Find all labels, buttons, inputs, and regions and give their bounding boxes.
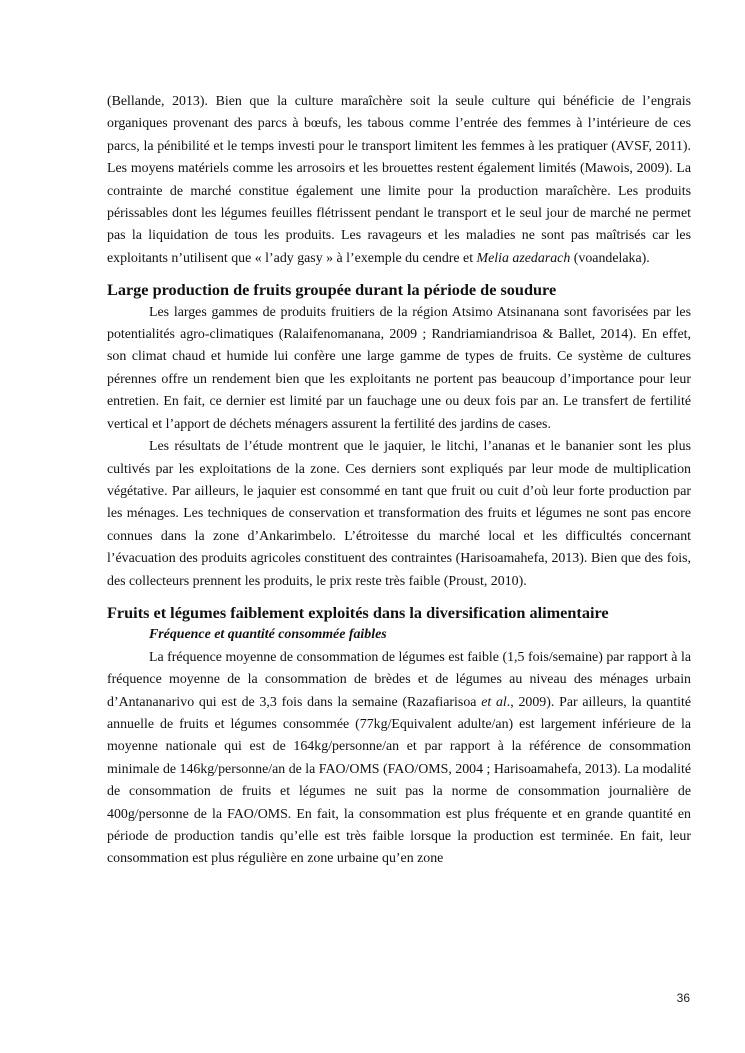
latin-abbreviation: et al	[481, 694, 507, 710]
body-paragraph	[107, 647, 691, 871]
section-heading: Fruits et légumes faiblement exploités dans la diversification alimentaire	[107, 603, 609, 622]
body-paragraph: Les larges gammes de produits fruitiers de la région Atsimo Atsinanana sont favorisées par les potentialités agro-climatiques (Ralaifenomanana, 2009 ; Randriamiandrisoa & Ballet, 2014). En effet, son climat chaud et humide lui confère une large gamme de types de fruits. Ce système de cultures pérennes offre un rendement bien que les exploitants ne portent pas beaucoup d’importance pour leur entretien. En fait, ce dernier est limité par un fauchage une ou deux fois par an. Le transfert de fertilité vertical et l’apport de déchets ménagers assurent la fertilité des jardins de cases.	[107, 304, 691, 432]
body-paragraph: Les résultats de l’étude montrent que le jaquier, le litchi, l’ananas et le bananier sont les plus cultivés par les exploitations de la zone. Ces derniers sont expliqués par leur mode de multiplication végétative. Par ailleurs, le jaquier est consommé en tant que fruit ou cuit d’où leur forte production par les ménages. Les techniques de conservation et transformation des fruits et légumes ne sont pas encore connues dans la zone d’Ankarimbelo. L’étroitesse du marché local et les difficultés concernant l’évacuation des produits agricoles constituent des contraintes (Harisoamahefa, 2013). Bien que des fois, des collecteurs prennent les produits, le prix reste très faible (Proust, 2010).	[107, 439, 691, 589]
paragraph-text: ., 2009). Par ailleurs, la quantité annuelle de fruits et légumes consommée (77kg/Equivalent adulte/an) est largement inférieure de la moyenne nationale qui est de 164kg/personne/an et par rapport à la référence de consommation minimale de 146kg/personne/an de la FAO/OMS (FAO/OMS, 2004 ; Harisoamahefa, 2013). La modalité de consommation de fruits et légumes ne suit pas la norme de consommation journalière de 400g/personne de la FAO/OMS. En fait, la consommation est plus fréquente et en grande quantité en période de production tandis qu’elle est très faible lorsque la production est terminée. En fait, leur consommation est plus régulière en zone urbaine qu’en zone	[107, 694, 691, 867]
paragraph-text: (Bellande, 2013). Bien que la culture maraîchère soit la seule culture qui bénéficie de l’engrais organiques provenant des parcs à bœufs, les tabous comme l’entrée des femmes à l’intérieure de ces parcs, la pénibilité et le temps investi pour le transport limitent les femmes à les pratiquer (AVSF, 2011). Les moyens matériels comme les arrosoirs et les brouettes restent également limités (Mawois, 2009). La contrainte de marché constitue également une limite pour la production maraîchère. Les produits périssables dont les légumes feuilles flétrissent pendant le transport et le seul jour de marché ne permet pas la liquidation de tous les produits. Les ravageurs et les maladies ne sont pas maîtrisés car les exploitants n’utilisent que « l’ady gasy » à l’exemple du cendre et	[107, 94, 691, 266]
paragraph-text: La fréquence moyenne de consommation de légumes est faible (1,5 fois/semaine) par rapport à la fréquence moyenne de la consommation de brèdes et de légumes au niveau des ménages urbain d’Antananarivo qui est de 3,3 fois dans la semaine (Razafiarisoa	[107, 649, 691, 710]
page-number: 36	[676, 991, 690, 1005]
species-name: Melia azedarach	[476, 250, 571, 266]
paragraph-text: (voandelaka).	[570, 250, 650, 266]
body-paragraph	[107, 91, 691, 270]
sub-heading: Fréquence et quantité consommée faibles	[149, 627, 387, 643]
section-heading: Large production de fruits groupée durant la période de soudure	[107, 281, 557, 300]
document-page	[107, 91, 691, 871]
